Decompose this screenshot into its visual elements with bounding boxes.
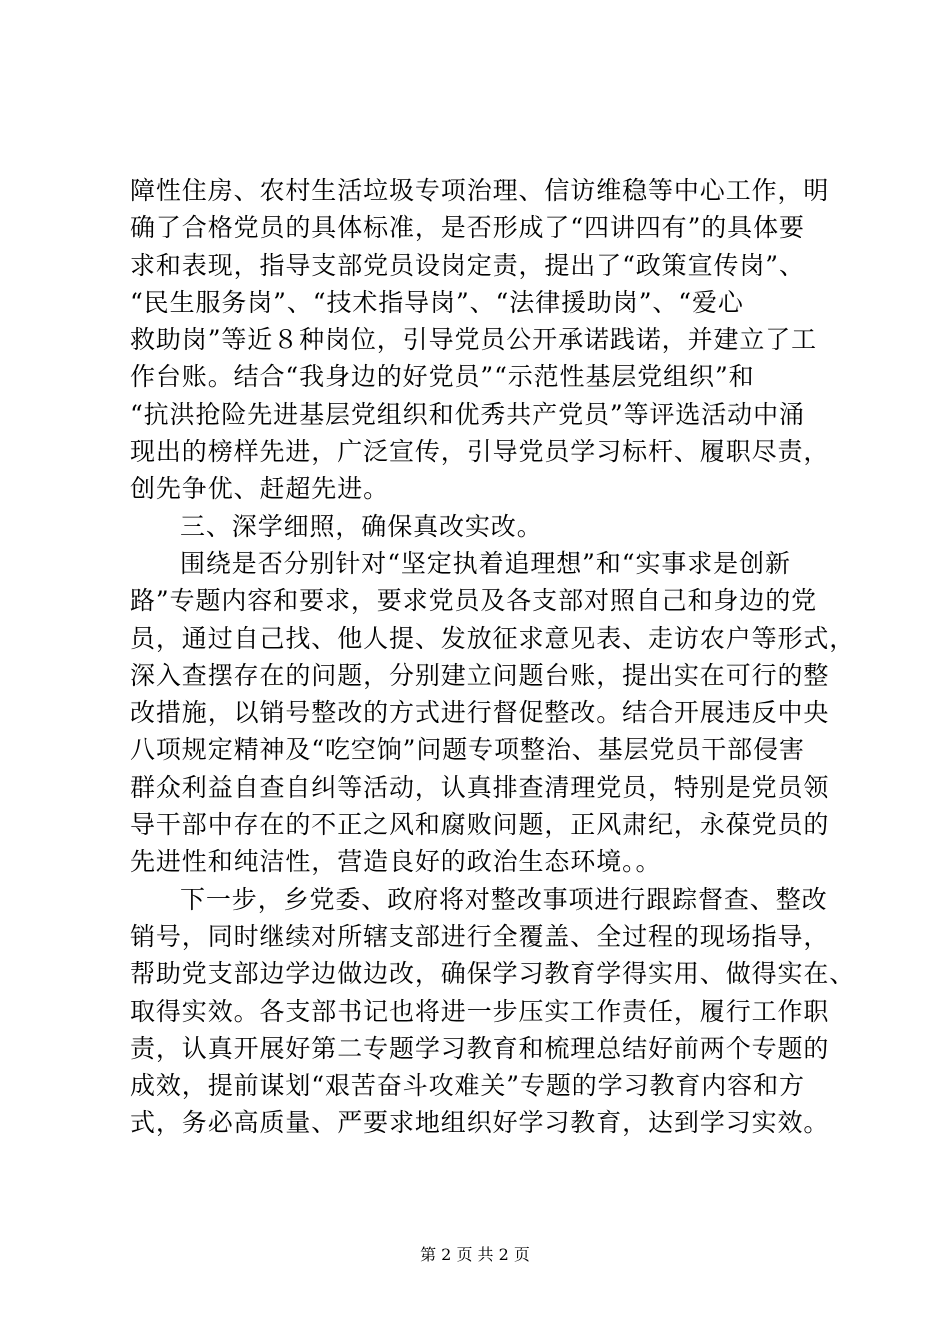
text-line: 下一步，乡党委、政府将对整改事项进行跟踪督查、整改 xyxy=(180,884,828,914)
text-line: 障性住房、农村生活垃圾专项治理、信访维稳等中心工作，明 xyxy=(130,176,830,205)
text-line: 导干部中存在的不正之风和腐败问题，正风肃纪，永葆党员的 xyxy=(130,810,830,840)
text-line: “民生服务岗”、“技术指导岗”、“法律援助岗”、“爱心 xyxy=(130,287,744,317)
text-line: 成效，提前谋划“艰苦奋斗攻难关”专题的学习教育内容和方 xyxy=(130,1071,805,1101)
text-line: 改措施，以销号整改的方式进行督促整改。结合开展违反中央 xyxy=(130,698,830,728)
text-line: 确了合格党员的具体标准，是否形成了“四讲四有”的具体要 xyxy=(130,213,805,243)
text-line: 帮助党支部边学边做边改，确保学习教育学得实用、做得实在、 xyxy=(130,959,856,989)
text-line: 责，认真开展好第二专题学习教育和梳理总结好前两个专题的 xyxy=(130,1033,830,1063)
document-body xyxy=(130,172,856,1142)
text-line: 创先争优、赶超先进。 xyxy=(130,474,390,504)
text-line: “抗洪抢险先进基层党组织和优秀共产党员”等评选活动中涌 xyxy=(130,399,805,429)
text-line: 现出的榜样先进，广泛宣传，引导党员学习标杆、履职尽责， xyxy=(130,437,830,467)
text-line: 取得实效。各支部书记也将进一步压实工作责任，履行工作职 xyxy=(130,996,830,1026)
text-line: 群众利益自查自纠等活动，认真排查清理党员，特别是党员领 xyxy=(130,772,830,802)
text-line: 三、深学细照，确保真改实改。 xyxy=(180,511,543,541)
text-line: 八项规定精神及“吃空饷”问题专项整治、基层党员干部侵害 xyxy=(130,735,805,765)
text-line: 围绕是否分别针对“坚定执着追理想”和“实事求是创新 xyxy=(180,548,791,578)
text-line: 深入查摆存在的问题，分别建立问题台账，提出实在可行的整 xyxy=(130,660,830,690)
text-line: 先进性和纯洁性，营造良好的政治生态环境。。 xyxy=(130,847,662,877)
text-line: 路”专题内容和要求，要求党员及各支部对照自己和身边的党 xyxy=(130,586,818,616)
text-line: 求和表现，指导支部党员设岗定责，提出了“政策宣传岗”、 xyxy=(130,250,805,280)
text-line: 式，务必高质量、严要求地组织好学习教育，达到学习实效。 xyxy=(130,1108,830,1138)
text-line: 救助岗”等近８种岗位，引导党员公开承诺践诺，并建立了工 xyxy=(130,325,818,355)
text-line: 作台账。结合“我身边的好党员”“示范性基层党组织”和 xyxy=(130,362,755,392)
text-line: 员，通过自己找、他人提、发放征求意见表、走访农户等形式， xyxy=(130,623,856,653)
page-footer: 第 2 页 共 2 页 xyxy=(420,1245,530,1264)
text-line: 销号，同时继续对所辖支部进行全覆盖、全过程的现场指导， xyxy=(130,921,830,951)
